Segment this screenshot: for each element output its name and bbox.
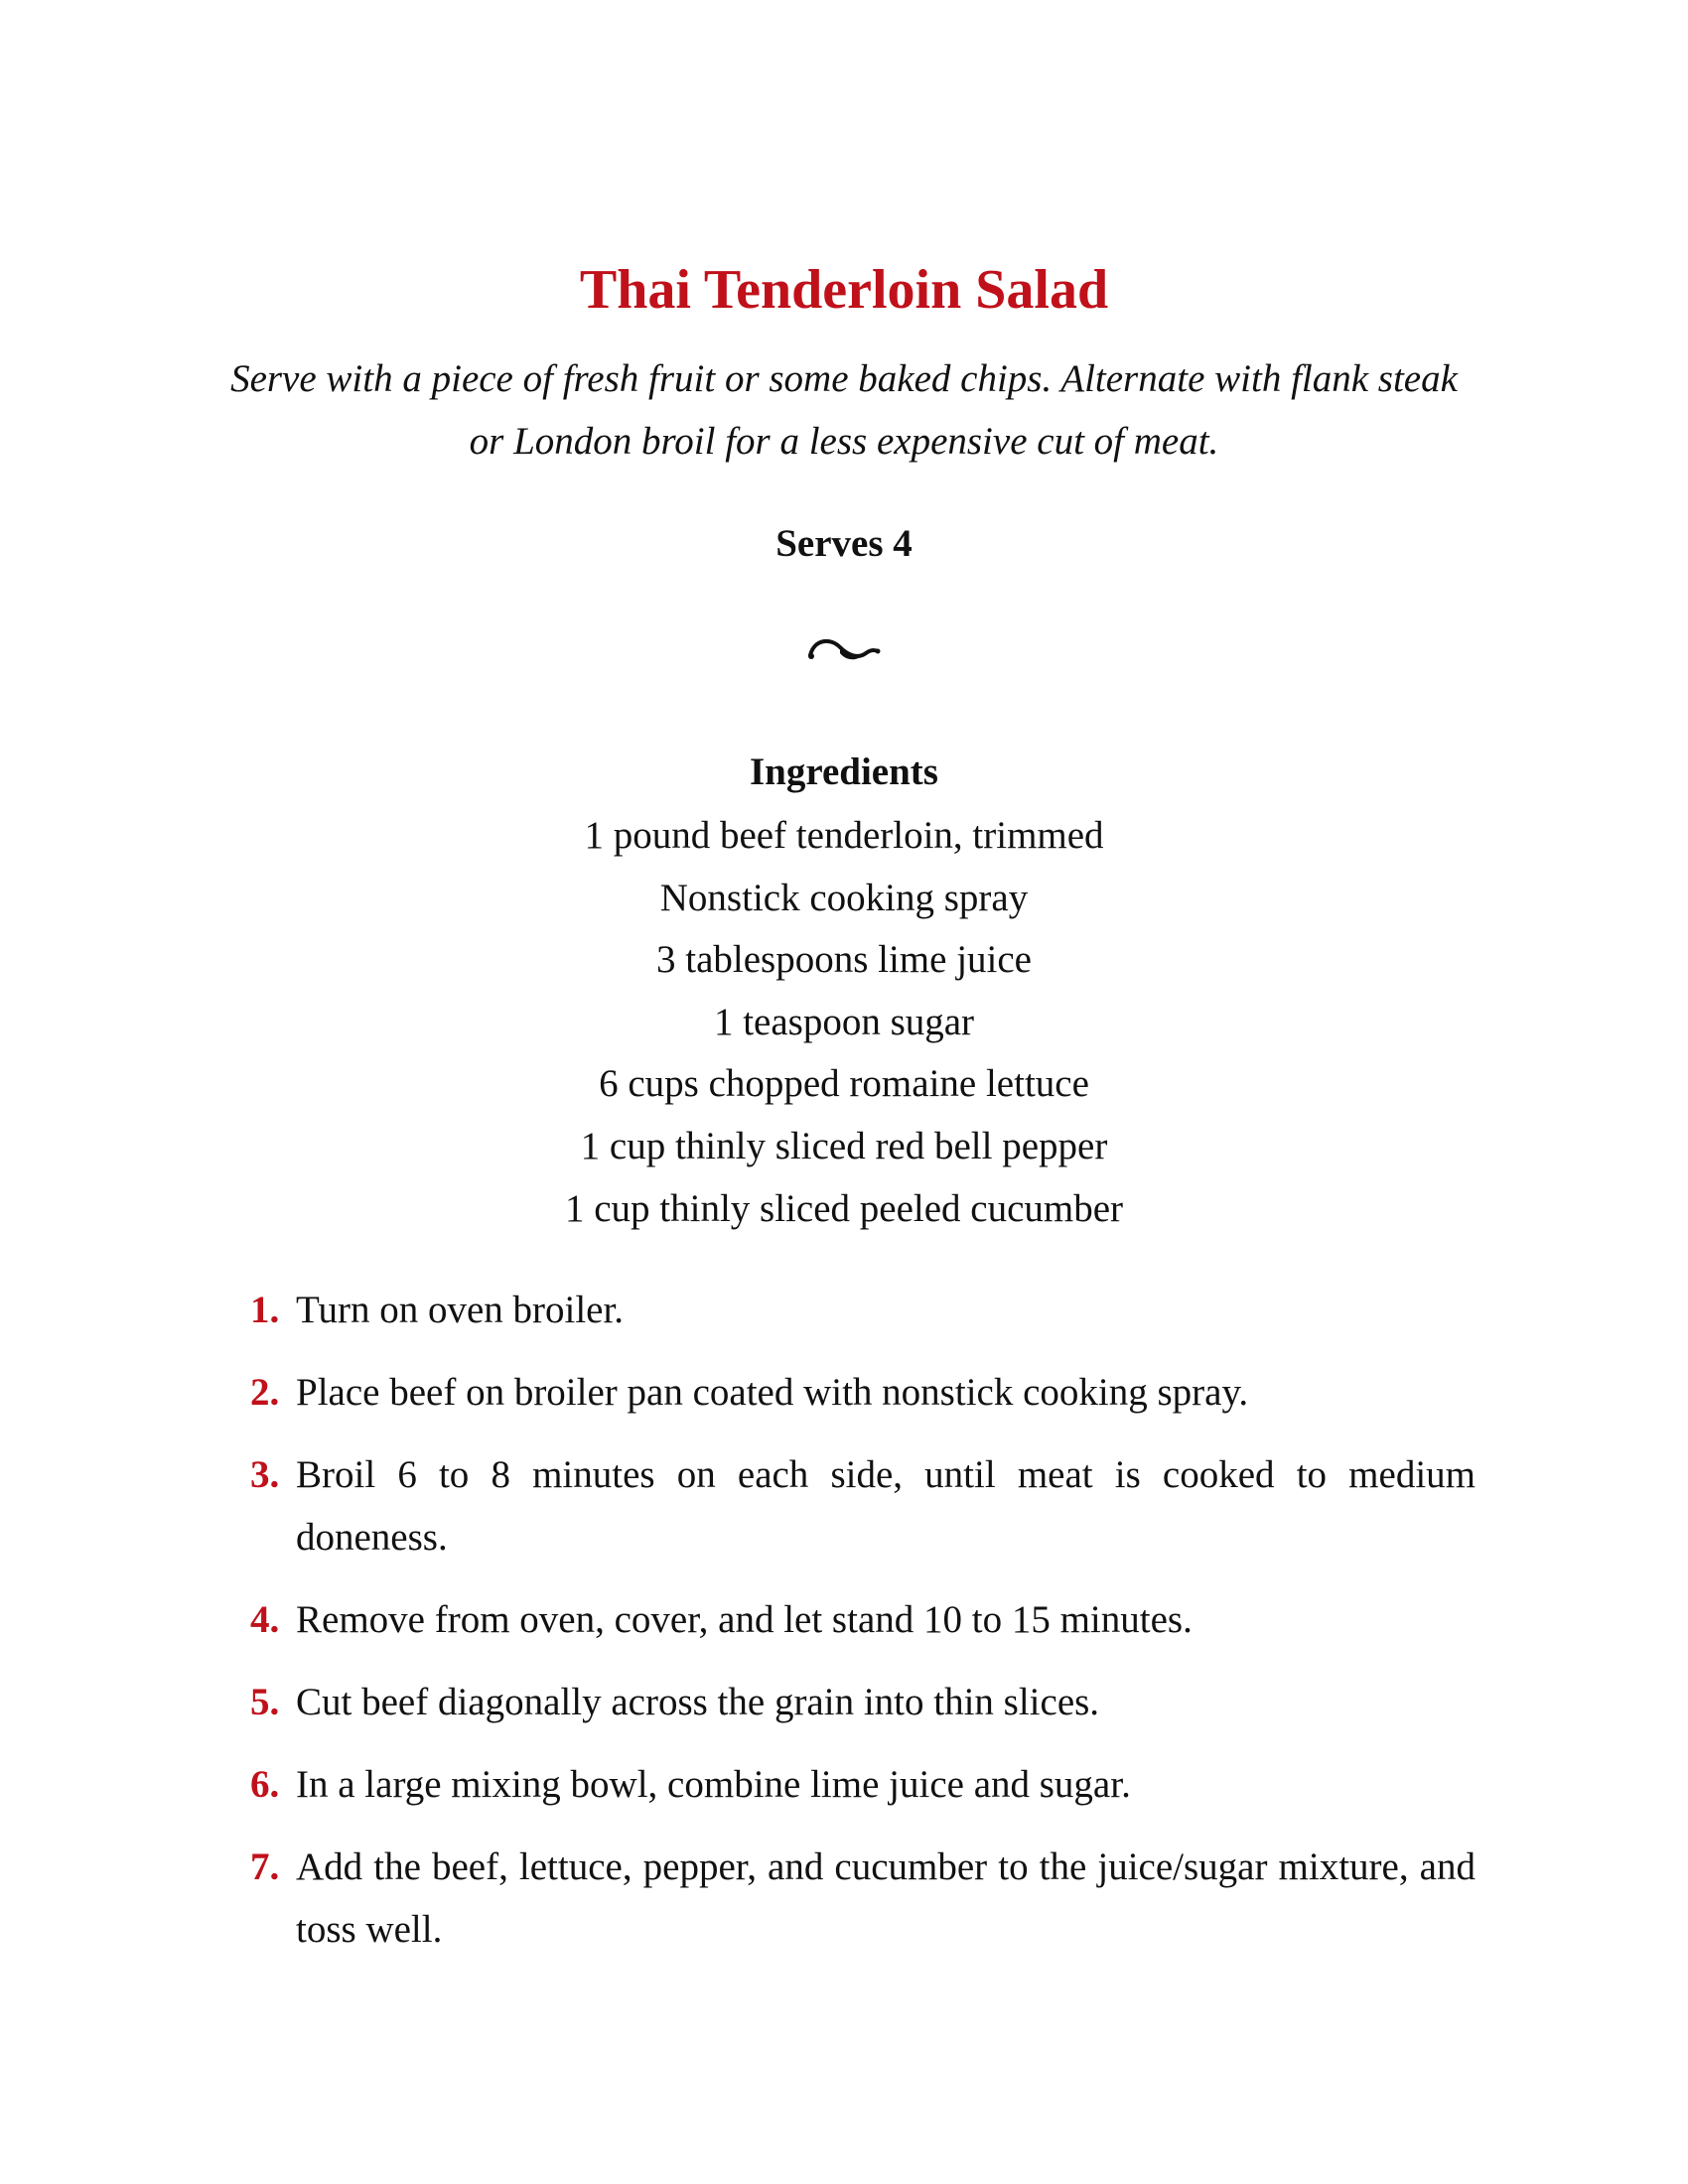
ingredient-item: 1 teaspoon sugar <box>713 1000 975 1043</box>
ingredient-item: 1 pound beef tenderloin, trimmed <box>584 814 1104 857</box>
step-text: Remove from oven, cover, and let stand 10 to 15 minutes. <box>296 1598 1193 1641</box>
ingredient-item: 1 cup thinly sliced red bell pepper <box>580 1124 1108 1167</box>
step-text: Cut beef diagonally across the grain into thin slices. <box>296 1681 1100 1723</box>
step-text: Place beef on broiler pan coated with nonstick cooking spray. <box>296 1371 1249 1414</box>
step-text: In a large mixing bowl, combine lime juice and sugar. <box>296 1763 1131 1806</box>
recipe-title: Thai Tenderloin Salad <box>579 259 1109 321</box>
serves-label: Serves 4 <box>775 522 913 565</box>
step-item <box>250 1671 1476 1733</box>
step-text: Add the beef, lettuce, pepper, and cucumber to the juice/sugar mixture, and toss well. <box>296 1845 1476 1951</box>
step-number: 6. <box>250 1763 280 1806</box>
swash-ornament-icon <box>804 631 884 667</box>
ingredient-item: 3 tablespoons lime juice <box>655 938 1032 982</box>
ingredient-item: Nonstick cooking spray <box>659 876 1029 919</box>
step-number: 1. <box>250 1289 280 1331</box>
step-number: 2. <box>250 1371 280 1414</box>
step-text: Turn on oven broiler. <box>296 1289 625 1331</box>
ingredient-item: 6 cups chopped romaine lettuce <box>599 1062 1089 1106</box>
ingredients-list <box>0 805 1688 1240</box>
ingredient-item: 1 cup thinly sliced peeled cucumber <box>564 1186 1124 1230</box>
step-item <box>250 1279 1476 1341</box>
step-item <box>250 1361 1476 1424</box>
step-number: 3. <box>250 1453 280 1496</box>
step-text: Broil 6 to 8 minutes on each side, until meat is cooked to medium doneness. <box>296 1453 1476 1559</box>
recipe-subtitle: Serve with a piece of fresh fruit or some baked chips. Alternate with flank steak or London broil for a less expensive cut of meat. <box>230 357 1458 463</box>
step-number: 5. <box>250 1681 280 1723</box>
step-item <box>250 1443 1476 1569</box>
ingredients-heading: Ingredients <box>750 751 938 793</box>
instruction-steps <box>250 1279 1476 1980</box>
step-item <box>250 1588 1476 1651</box>
step-number: 4. <box>250 1598 280 1641</box>
step-item <box>250 1836 1476 1961</box>
step-item <box>250 1753 1476 1816</box>
step-number: 7. <box>250 1845 280 1888</box>
